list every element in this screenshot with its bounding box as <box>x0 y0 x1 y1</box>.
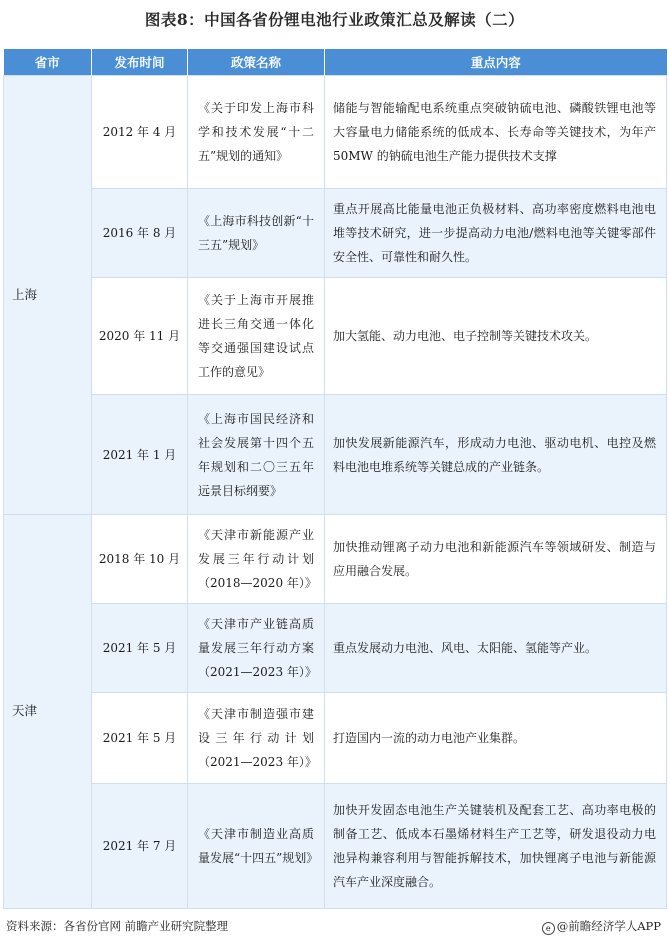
date-cell: 2021 年 5 月 <box>92 603 188 692</box>
policy-name-cell: 《天津市制造业高质量发展“十四五”规划》 <box>188 783 325 908</box>
table-row <box>4 395 667 514</box>
policy-name-cell: 《关于印发上海市科学和技术发展“十二五”规划的通知》 <box>188 76 325 189</box>
date-cell: 2012 年 4 月 <box>92 76 188 189</box>
header-key-content: 重点内容 <box>325 49 667 76</box>
header-province: 省市 <box>4 49 92 76</box>
source-note: 资料来源：各省份官网 前瞻产业研究院整理 <box>6 919 229 933</box>
page-title: 图表8：中国各省份锂电池行业政策汇总及解读（二） <box>144 10 525 29</box>
province-cell: 上海 <box>4 76 92 515</box>
table-row <box>4 783 667 908</box>
province-cell: 天津 <box>4 514 92 908</box>
date-cell: 2021 年 7 月 <box>92 783 188 908</box>
policy-name-cell: 《关于上海市开展推进长三角交通一体化等交通强国建设试点工作的意见》 <box>188 278 325 395</box>
date-cell: 2021 年 1 月 <box>92 395 188 514</box>
content-cell: 重点发展动力电池、风电、太阳能、氢能等产业。 <box>325 603 667 692</box>
table-row <box>4 76 667 189</box>
content-cell: 加大氢能、动力电池、电子控制等关键技术攻关。 <box>325 278 667 395</box>
policy-name-cell: 《天津市制造强市建设三年行动计划（2021—2023 年）》 <box>188 692 325 783</box>
policy-name-cell: 《上海市科技创新“十三五”规划》 <box>188 189 325 278</box>
date-cell: 2016 年 8 月 <box>92 189 188 278</box>
date-cell: 2021 年 5 月 <box>92 692 188 783</box>
content-cell: 加快开发固态电池生产关键装机及配套工艺、高功率电极的制备工艺、低成本石墨烯材料生产工艺等，研发退役动力电池异构兼容利用与智能拆解技术，加快锂离子电池与新能源汽车产业深度融合。 <box>325 783 667 908</box>
content-cell: 重点开展高比能量电池正负极材料、高功率密度燃料电池电堆等技术研究，进一步提高动力电池/燃料电池等关键零部件安全性、可靠性和耐久性。 <box>325 189 667 278</box>
table-row <box>4 514 667 603</box>
content-cell: 加快推动锂离子动力电池和新能源汽车等领域研发、制造与应用融合发展。 <box>325 514 667 603</box>
content-cell: 加快发展新能源汽车，形成动力电池、驱动电机、电控及燃料电池电堆系统等关键总成的产业链条。 <box>325 395 667 514</box>
content-cell: 打造国内一流的动力电池产业集群。 <box>325 692 667 783</box>
header-date: 发布时间 <box>92 49 188 76</box>
policy-name-cell: 《天津市产业链高质量发展三年行动方案（2021—2023 年）》 <box>188 603 325 692</box>
policy-name-cell: 《天津市新能源产业发展三年行动计划（2018—2020 年）》 <box>188 514 325 603</box>
table-row <box>4 692 667 783</box>
brand-label: @前瞻经济学人APP <box>556 919 661 933</box>
date-cell: 2018 年 10 月 <box>92 514 188 603</box>
date-cell: 2020 年 11 月 <box>92 278 188 395</box>
content-cell: 储能与智能输配电系统重点突破钠硫电池、磷酸铁锂电池等大容量电力储能系统的低成本、长寿命等关键技术，为年产 50MW 的钠硫电池生产能力提供技术支撑 <box>325 76 667 189</box>
table-header-row <box>4 49 667 76</box>
table-row <box>4 189 667 278</box>
table-row <box>4 603 667 692</box>
table-row <box>4 278 667 395</box>
header-policy-name: 政策名称 <box>188 49 325 76</box>
policy-name-cell: 《上海市国民经济和社会发展第十四个五年规划和二〇三五年远景目标纲要》 <box>188 395 325 514</box>
brand-credit <box>542 918 661 935</box>
brand-logo-icon: e <box>542 922 555 935</box>
policy-table <box>3 49 667 909</box>
